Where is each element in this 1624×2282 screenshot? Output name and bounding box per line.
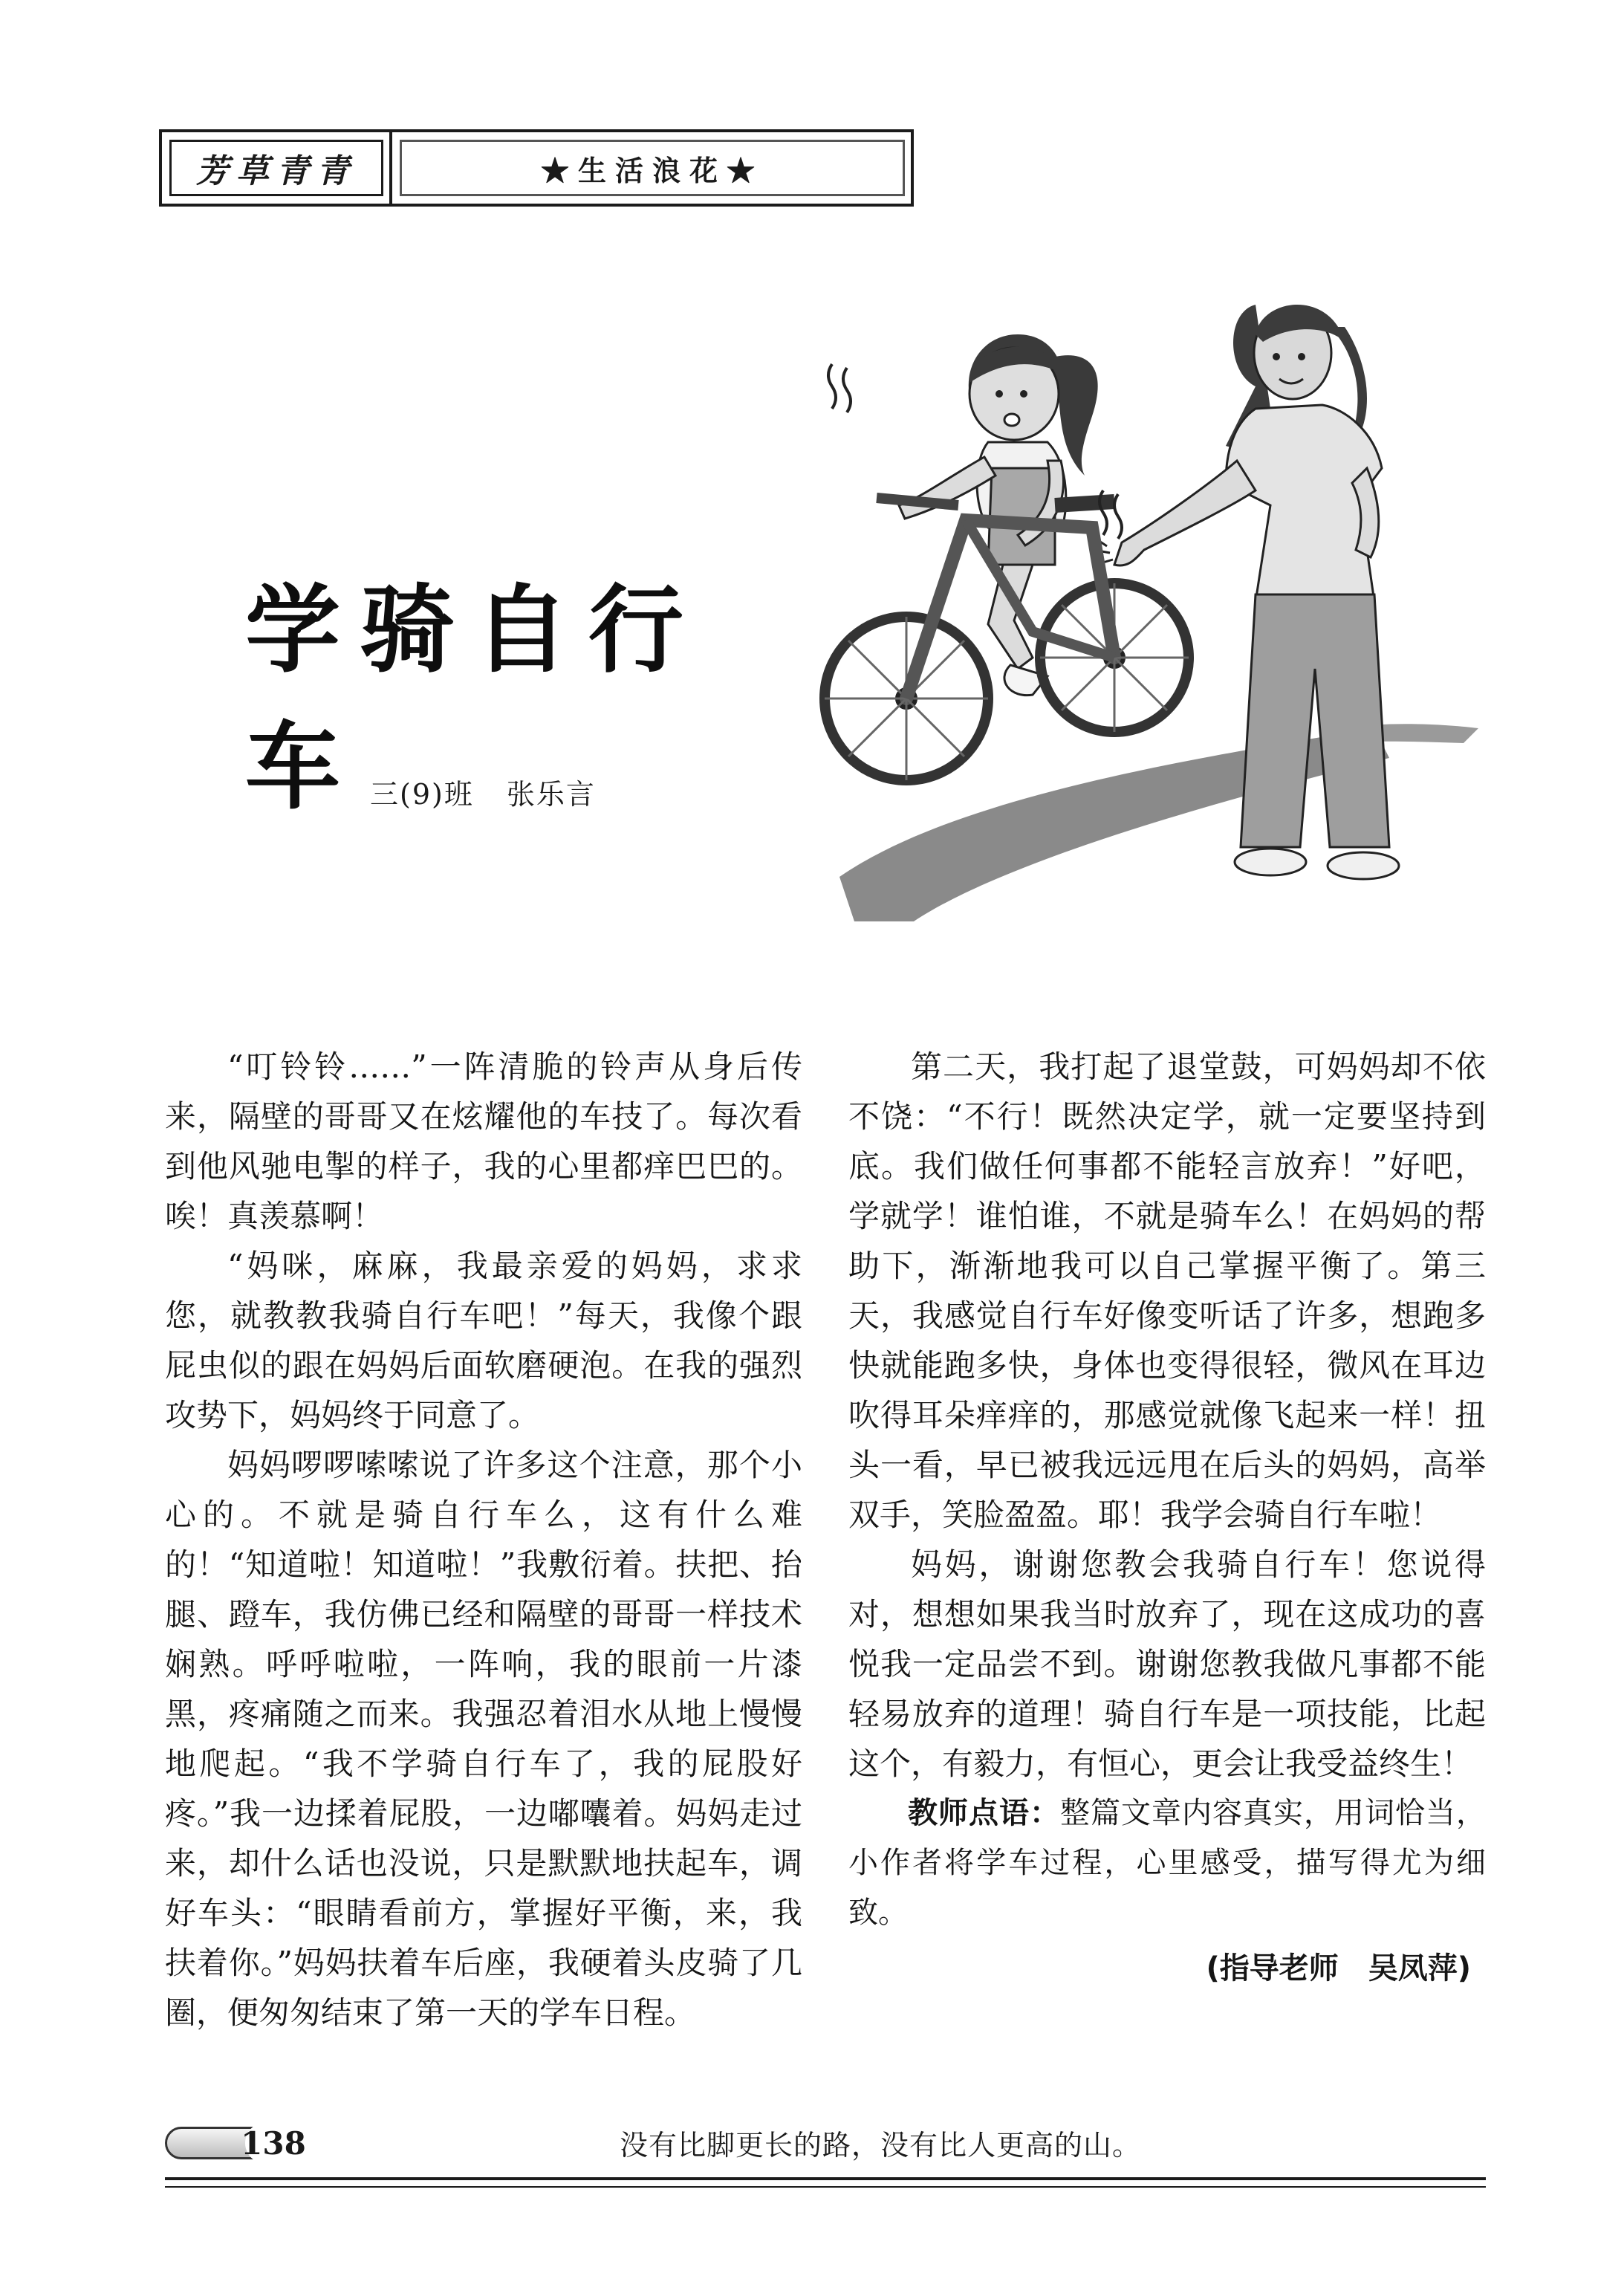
- page-number: 138: [245, 2122, 302, 2164]
- paragraph: 第二天，我打起了退堂鼓，可妈妈却不依不饶：“不行！既然决定学，就一定要坚持到底。我们做任何事都不能轻言放弃！”好吧，学就学！谁怕谁，不就是骑车么！在妈妈的帮助下，渐渐地我可以自己掌握平衡了。第三天，我感觉自行车好像变听话了许多，想跑多快就能跑多快，身体也变得很轻，微风在耳边吹得耳朵痒痒的，那感觉就像飞起来一样！扭头一看，早已被我远远甩在后头的妈妈，高举双手，笑脸盈盈。耶！我学会骑自行车啦！: [848, 1048, 1486, 1533]
- mentor-credit: [848, 1944, 1471, 1994]
- teacher-comment-text: 整篇文章内容真实，用词恰当，小作者将学车过程，心里感受，描写得尤为细致。: [848, 1796, 1486, 1930]
- mentor-label: (指导老师: [1206, 1951, 1339, 1986]
- teacher-comment-label: 教师点语：: [908, 1796, 1060, 1830]
- footer-rule-thin: [165, 2186, 1486, 2188]
- section-name-box: [400, 140, 905, 196]
- paragraph: “叮铃铃……”一阵清脆的铃声从身后传来，隔壁的哥哥又在炫耀他的车技了。每次看到他风驰电掣的样子，我的心里都痒巴巴的。唉！真羡慕啊！: [165, 1048, 802, 1234]
- paragraph: “妈咪，麻麻，我最亲爱的妈妈，求求您，就教教我骑自行车吧！”每天，我像个跟屁虫似的跟在妈妈后面软磨硬泡。在我的强烈攻势下，妈妈终于同意了。: [165, 1248, 802, 1433]
- author-class: 三(9)班: [370, 778, 474, 811]
- article-title: 学骑自行车: [245, 574, 704, 823]
- author-name: 张乐言: [506, 778, 596, 811]
- section-name: ★生活浪花★: [540, 153, 764, 187]
- footer-motto: 没有比脚更长的路，没有比人更高的山。: [620, 2129, 1142, 2162]
- mentor-name: 吴凤萍): [1368, 1951, 1471, 1986]
- column-name: 芳草青青: [196, 152, 357, 190]
- illustration-girl-bicycle: [810, 282, 1538, 921]
- column-name-box: [169, 140, 383, 196]
- teacher-comment: [848, 1789, 1486, 1938]
- header-divider: [389, 132, 392, 204]
- footer-rule: [165, 2177, 1486, 2180]
- article-column-right: [848, 1042, 1486, 1994]
- byline: [370, 771, 596, 812]
- paragraph: 妈妈啰啰嗦嗦说了许多这个注意，那个小心的。不就是骑自行车么，这有什么难的！“知道啦！知道啦！”我敷衍着。扶把、抬腿、蹬车，我仿佛已经和隔壁的哥哥一样技术娴熟。呼呼啦啦，一阵响，我的眼前一片漆黑，疼痛随之而来。我强忍着泪水从地上慢慢地爬起。“我不学骑自行车了，我的屁股好疼。”我一边揉着屁股，一边嘟囔着。妈妈走过来，却什么话也没说，只是默默地扶起车，调好车头：“眼睛看前方，掌握好平衡，来，我扶着你。”妈妈扶着车后座，我硬着头皮骑了几圈，便匆匆结束了第一天的学车日程。: [165, 1447, 802, 2031]
- paragraph: 妈妈，谢谢您教会我骑自行车！您说得对，想想如果我当时放弃了，现在这成功的喜悦我一定品尝不到。谢谢您教我做凡事都不能轻易放弃的道理！骑自行车是一项技能，比起这个，有毅力，有恒心，更会让我受益终生！: [848, 1546, 1486, 1782]
- article-column-left: [165, 1042, 802, 2038]
